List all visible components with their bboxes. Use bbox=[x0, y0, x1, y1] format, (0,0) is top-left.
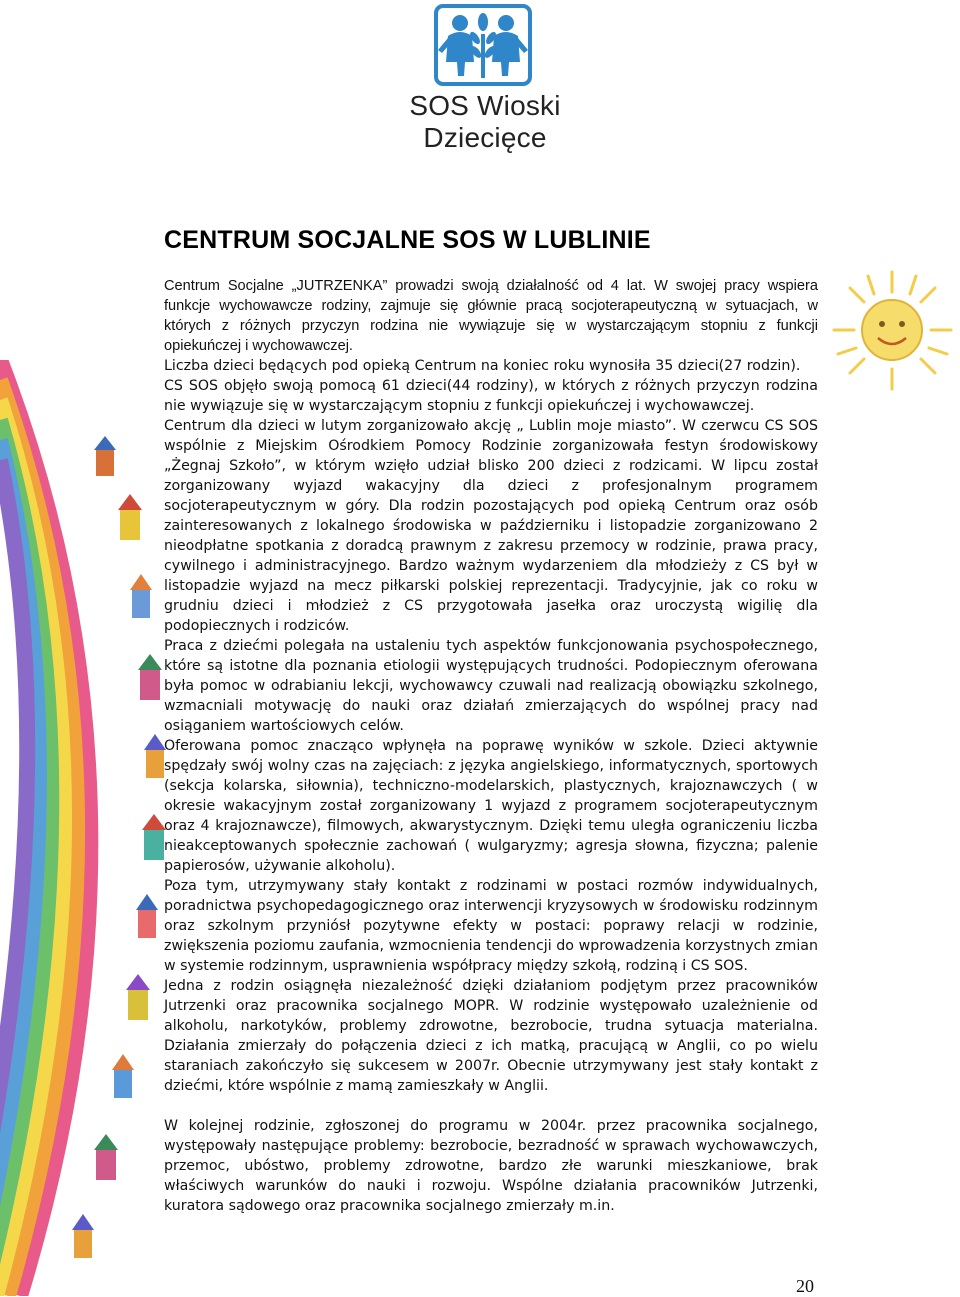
paragraph: Centrum dla dzieci w lutym zorganizowało akcję „ Lublin moje miasto”. W czerwcu CS SOS wspólnie z Miejskim Ośrodkiem Pomocy Rodzinie zorganizowała festyn środowiskowy „Żegnaj Szkoło”, w którym wzięło udział blisko 200 dzieci z rodzicami. W lipcu został zorganizowany wyjazd wakacyjny dla dzieci z profesjonalnym programem socjoterapeutycznym w góry. Dla rodzin pozostających pod opieką Centrum oraz osób zainteresowanych z lokalnego środowiska w październiku i listopadzie zorganizowano 2 nieodpłatne spotkania z doradcą prawnym z zakresu przemocy w rodzinie, prawa pracy, cywilnego i administracyjnego. Bardzo ważnym wydarzeniem dla młodzieży z CS był w listopadzie wyjazd na mecz piłkarski polskiej reprezentacji. Tradycyjnie, jak co roku w grudniu dzieci i młodzież z CS przygotowała jasełka oraz uroczystą wigilię dla podopiecznych i rodziców. bbox=[164, 418, 818, 634]
sun-drawing-icon bbox=[830, 268, 955, 393]
paragraph: W kolejnej rodzinie, zgłoszonej do programu w 2004r. przez pracownika socjalnego, występowały następujące problemy: bezrobocie, bezradność w sprawach wychowawczych, przemoc, ubóstwo, problemy zdrowotne, bardzo złe warunki mieszkaniowe, brak właściwych warunków do nauki i rozwoju. Wspólne działania pracowników Jutrzenki, kuratora sądowego oraz pracownika socjalnego zmierzały m.in. bbox=[164, 1118, 818, 1214]
page-title: CENTRUM SOCJALNE SOS W LUBLINIE bbox=[164, 226, 651, 254]
children-tree-logo-icon bbox=[434, 4, 532, 86]
sos-logo bbox=[345, 4, 625, 153]
paragraph: Jedna z rodzin osiągnęła niezależność dzięki działaniom podjętym przez pracowników Jutrzenki oraz pracownika socjalnego MOPR. W rodzinie występowało uzależnienie od alkoholu, narkotyków, problemy zdrowotne, bezrobocie, trudna sytuacja materialna. Działania zmierzały do połączenia dzieci z ich matką, pracującą w Anglii, co po wielu staraniach zakończyło się sukcesem w 2007r. Obecnie utrzymywany jest stały kontakt z dziećmi, które wspólnie z mamą zamieszkały w Anglii. bbox=[164, 978, 818, 1094]
paragraph: Poza tym, utrzymywany stały kontakt z rodzinami w postaci rozmów indywidualnych, poradnictwa psychopedagogicznego oraz interwencji kryzysowych w środowisku rodzinnym oraz szkolnym przyniósł pozytywne efekty w postaci: poprawy relacji w rodzinie, zwiększenia poziomu zaufania, wzmocnienia tendencji do wprowadzenia korzystnych zmian w systemie rodzinnym, usprawnienia współpracy między szkołą, rodziną i CS SOS. bbox=[164, 878, 818, 974]
paragraph: Oferowana pomoc znacząco wpłynęła na poprawę wyników w szkole. Dzieci aktywnie spędzały swój wolny czas na zajęciach: z języka angielskiego, informatycznych, sportowych (sekcja kolarska, siłownia), techniczno-modelarskich, plastycznych, krajoznawczych ( w okresie wakacyjnym został zorganizowany 1 wyjazd z programem socjoterapeutycznym oraz 4 krajoznawcze), filmowych, akwarystycznym. Dzięki temu uległa ograniczeniu liczba nieakceptowanych społecznie zachowań ( wulgaryzmy; agresja słowna, fizyczna; palenie papierosów, używanie alkoholu). bbox=[164, 738, 818, 874]
logo-text: SOS Wioski Dziecięce bbox=[409, 90, 561, 153]
page-number: 20 bbox=[796, 1276, 814, 1296]
paragraph: Praca z dziećmi polegała na ustaleniu tych aspektów funkcjonowania psychospołecznego, które są istotne dla poznania etiologii występujących trudności. Podopiecznym oferowana była pomoc w odrabianiu lekcji, wychowawcy czuwali nad realizacją obowiązku szkolnego, wzmacniali motywację do nauki oraz działań zmierzających do wspólnej pracy nad osiąganiem wartościowych celów. bbox=[164, 638, 818, 734]
rainbow-houses-drawing-icon bbox=[0, 360, 175, 1296]
paragraph: Centrum Socjalne „JUTRZENKA” prowadzi swoją działalność od 4 lat. W swojej pracy wspiera funkcje wychowawcze rodziny, zajmuje się głównie pracą socjoterapeutyczną w sytuacjach, w których z różnych przyczyn rodzina nie wywiązuje się w wystarczającym stopniu z funkcji opiekuńczej i wychowawczej. bbox=[164, 278, 818, 354]
paragraph: CS SOS objęło swoją pomocą 61 dzieci(44 rodziny), w których z różnych przyczyn rodzina nie wywiązuje się w wystarczającym stopniu z funkcji opiekuńczej i wychowawczej. bbox=[164, 378, 818, 414]
document-body bbox=[164, 276, 818, 1216]
paragraph: Liczba dzieci będących pod opieką Centrum na koniec roku wynosiła 35 dzieci(27 rodzin). bbox=[164, 358, 801, 374]
